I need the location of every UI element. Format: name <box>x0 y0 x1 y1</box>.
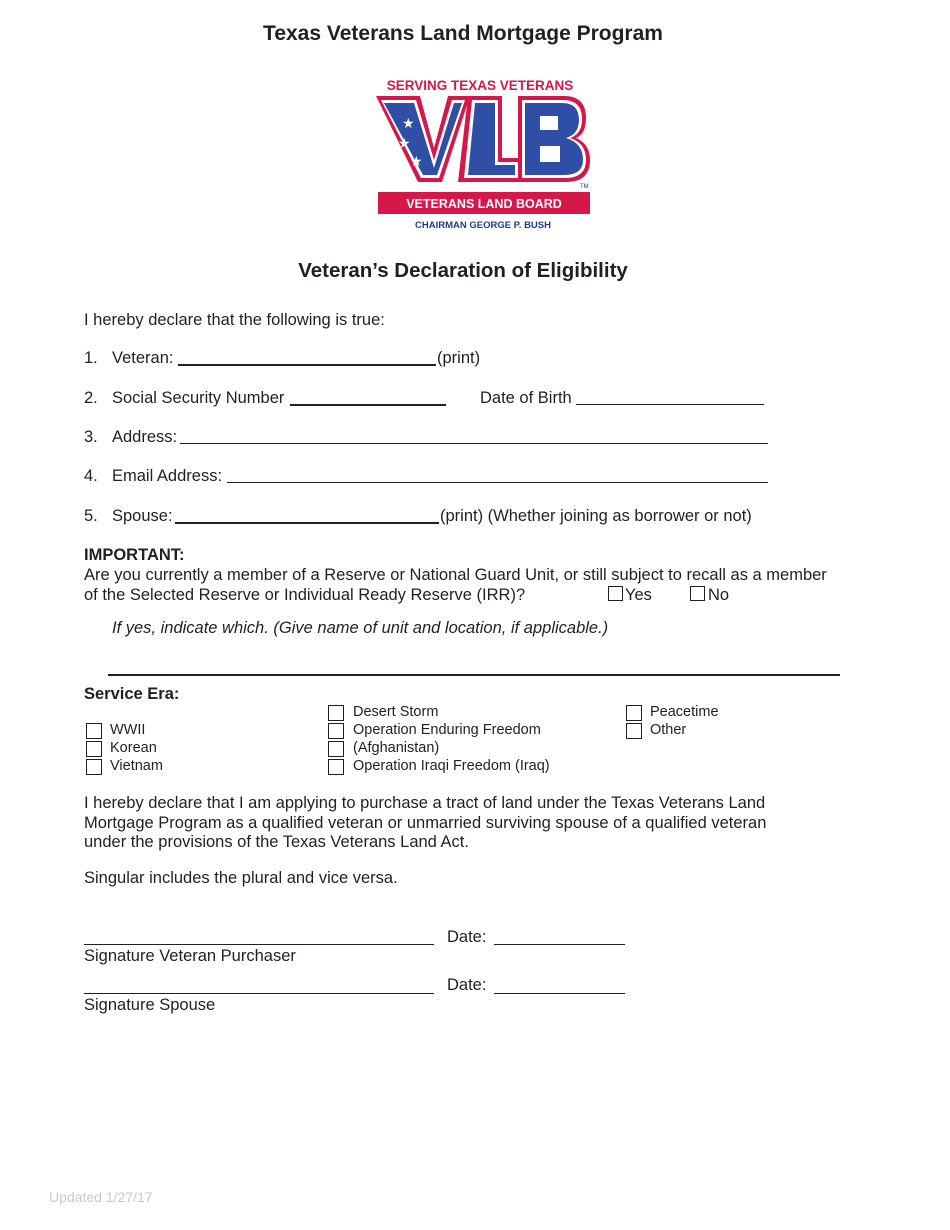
era-vietnam-label: Vietnam <box>110 758 163 774</box>
spouse-name-line[interactable] <box>175 522 439 524</box>
email-label: Email Address: <box>112 467 223 485</box>
declaration-line3: under the provisions of the Texas Veterans Land Act. <box>84 833 469 851</box>
veteran-date-line[interactable] <box>494 944 625 945</box>
era-peacetime-label: Peacetime <box>650 704 719 720</box>
logo-chairman-text: CHAIRMAN GEORGE P. BUSH <box>414 220 552 231</box>
form-title: Texas Veterans Land Mortgage Program <box>263 22 663 45</box>
veteran-label: Veteran: <box>112 349 174 367</box>
era-other-checkbox[interactable] <box>626 723 642 739</box>
item-number-4: 4. <box>84 467 98 485</box>
service-era-heading: Service Era: <box>84 685 180 703</box>
ssn-line[interactable] <box>290 404 446 406</box>
spouse-date-line[interactable] <box>494 993 625 994</box>
reserve-no-checkbox[interactable] <box>690 586 705 601</box>
era-desert-storm-checkbox[interactable] <box>328 705 344 721</box>
vlb-logo-graphic <box>372 76 592 232</box>
logo-trademark: TM <box>580 184 589 190</box>
logo-banner-text: VETERANS LAND BOARD <box>406 197 562 211</box>
form-subtitle: Veteran’s Declaration of Eligibility <box>298 259 628 282</box>
logo-top-text: SERVING TEXAS VETERANS <box>386 78 574 93</box>
spouse-signature-line[interactable] <box>84 993 434 994</box>
spouse-print-note: (print) (Whether joining as borrower or not) <box>440 507 752 525</box>
ssn-label: Social Security Number <box>112 389 285 407</box>
era-enduring-freedom-label: Operation Enduring Freedom <box>353 722 541 738</box>
item-number-1: 1. <box>84 349 98 367</box>
dob-line[interactable] <box>576 404 764 405</box>
spouse-signature-label: Signature Spouse <box>84 996 216 1014</box>
svg-text:★: ★ <box>410 154 423 170</box>
declaration-line1: I hereby declare that I am applying to purchase a tract of land under the Texas Veterans Land <box>84 794 766 812</box>
era-other-label: Other <box>650 722 687 738</box>
svg-text:★: ★ <box>398 136 411 152</box>
veteran-date-label: Date: <box>447 928 487 946</box>
intro-text: I hereby declare that the following is true: <box>84 311 385 329</box>
era-peacetime-checkbox[interactable] <box>626 705 642 721</box>
vlb-logo <box>372 76 592 232</box>
email-line[interactable] <box>227 482 768 483</box>
unit-location-line[interactable] <box>108 674 840 676</box>
reserve-yes-checkbox[interactable] <box>608 586 623 601</box>
address-line[interactable] <box>180 443 768 444</box>
dob-label: Date of Birth <box>480 389 572 407</box>
spouse-date-label: Date: <box>447 976 487 994</box>
veteran-name-line[interactable] <box>178 364 436 366</box>
era-enduring-freedom-checkbox[interactable] <box>328 723 344 739</box>
era-afghanistan-checkbox[interactable] <box>328 741 344 757</box>
item-number-2: 2. <box>84 389 98 407</box>
era-desert-storm-label: Desert Storm <box>353 704 439 720</box>
era-iraqi-freedom-checkbox[interactable] <box>328 759 344 775</box>
address-label: Address: <box>112 428 178 446</box>
singular-note: Singular includes the plural and vice versa. <box>84 869 398 887</box>
reserve-question-line1: Are you currently a member of a Reserve or National Guard Unit, or still subject to recall as a member <box>84 566 827 584</box>
item-number-3: 3. <box>84 428 98 446</box>
era-wwii-checkbox[interactable] <box>86 723 102 739</box>
era-wwii-label: WWII <box>110 722 146 738</box>
veteran-signature-line[interactable] <box>84 944 434 945</box>
declaration-line2: Mortgage Program as a qualified veteran or unmarried surviving spouse of a qualified veteran <box>84 814 767 832</box>
era-korean-label: Korean <box>110 740 157 756</box>
reserve-question-line2: of the Selected Reserve or Individual Ready Reserve (IRR)? <box>84 586 526 604</box>
item-number-5: 5. <box>84 507 98 525</box>
reserve-no-label: No <box>708 586 730 604</box>
era-vietnam-checkbox[interactable] <box>86 759 102 775</box>
era-iraqi-freedom-label: Operation Iraqi Freedom (Iraq) <box>353 758 550 774</box>
reserve-yes-label: Yes <box>625 586 652 604</box>
important-heading: IMPORTANT: <box>84 546 185 564</box>
unit-instruction: If yes, indicate which. (Give name of unit and location, if applicable.) <box>112 619 609 637</box>
era-korean-checkbox[interactable] <box>86 741 102 757</box>
veteran-print-note: (print) <box>437 349 481 367</box>
svg-text:★: ★ <box>402 116 415 132</box>
veteran-signature-label: Signature Veteran Purchaser <box>84 947 296 965</box>
updated-date: Updated 1/27/17 <box>49 1189 153 1205</box>
era-afghanistan-label: (Afghanistan) <box>353 740 440 756</box>
spouse-label: Spouse: <box>112 507 173 525</box>
